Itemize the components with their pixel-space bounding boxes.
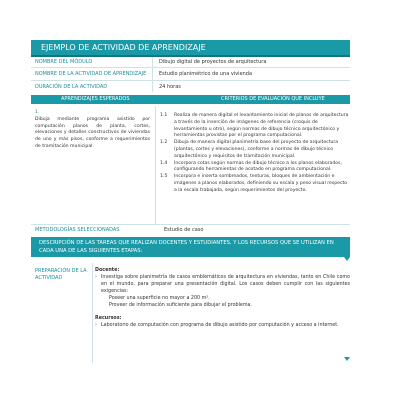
- activity-name-label: NOMBRE DE LA ACTIVIDAD DE APRENDIZAJE: [35, 71, 147, 77]
- recursos-label: Recursos:: [95, 316, 122, 321]
- divider: [31, 67, 350, 68]
- preparation-label: PREPARACIÓN DE LA ACTIVIDAD: [35, 268, 87, 281]
- expected-learning: [35, 110, 150, 151]
- methodology-value: Estudio de caso: [164, 227, 204, 233]
- header-aprendizajes: APRENDIZAJES ESPERADOS: [61, 96, 130, 102]
- methodology-label: METODOLOGÍAS SELECCIONADAS: [35, 227, 120, 233]
- divider: [31, 224, 350, 225]
- duration-label: DURACIÓN DE LA ACTIVIDAD: [35, 84, 108, 90]
- docente-label: Docente:: [95, 268, 120, 273]
- criteria-number: 1.1: [160, 113, 168, 118]
- module-name-value: Dibujo digital de proyectos de arquitectura: [159, 59, 267, 65]
- section-pointer: [344, 357, 350, 361]
- criteria-number: 1.5: [160, 174, 168, 180]
- list-item: [160, 140, 350, 160]
- list-item: Poseer una superficie no mayor a 200 m².: [109, 296, 210, 301]
- page-title: EJEMPLO DE ACTIVIDAD DE APRENDIZAJE: [41, 43, 206, 52]
- page-title-bar: [31, 40, 350, 57]
- list-item: › Laboratorio de computación con programa de dibujo asistido por computación y acceso a internet.: [95, 322, 350, 329]
- module-name-label: NOMBRE DEL MÓDULO: [35, 59, 93, 65]
- column-divider: [155, 106, 156, 224]
- duration-value: 24 horas: [159, 84, 181, 90]
- criteria-number: 1.4: [160, 160, 168, 166]
- criteria-text: Incorpora e inserta sombreados, texturas, bloques de ambientación e imágenes a planos elaborados, definiendo su escala y peso visual respecto a la escala trabajada, según requerimientos del proyecto.: [174, 174, 348, 193]
- divider: [31, 80, 350, 81]
- banner-pointer: [344, 257, 350, 261]
- list-item: [160, 174, 350, 194]
- learning-number: 1.: [35, 110, 40, 115]
- criteria-text: Dibuja de manera digital planimetría base del proyecto de arquitectura (plantas, cortes y elevaciones), conforme a normas de dibujo técnico arquitectónico y requisitos de tramitación municipal.: [174, 140, 339, 159]
- activity-name-value: Estudio planimétrico de una vivienda: [159, 71, 253, 77]
- list-item: [160, 113, 350, 140]
- table-header-band: [31, 95, 350, 104]
- list-item: › Investiga sobre planimetría de casos emblemáticos de arquitectura en viviendas, tanto en Chile como en el mundo, para preparar una presentación digital. Los casos deben cumplir con las siguientes exigencias:: [95, 274, 350, 295]
- description-banner: [31, 237, 350, 257]
- list-item: Proveer de información suficiente para dibujar el problema.: [109, 303, 252, 308]
- criteria-text: Incorpora cotas según normas de dibujo técnico a los planos elaborados, configurando herramientas de acotado en programa computacional.: [174, 160, 342, 173]
- header-criterios: CRITERIOS DE EVALUACIÓN QUE INCLUYE: [221, 96, 325, 102]
- criteria-list: [160, 113, 350, 195]
- preparation-body: [95, 267, 350, 329]
- learning-text: Dibuja mediante programa asistido por computación planos de planta, cortes, elevaciones y detalles constructivos de viviendas de uno y más pisos, conforme a requerimientos de tramitación municipal.: [35, 116, 150, 149]
- column-divider: [92, 263, 93, 363]
- list-item: [160, 161, 350, 175]
- description-text: DESCRIPCIÓN DE LAS TAREAS QUE REALIZAN DOCENTES Y ESTUDIANTES, Y LOS RECURSOS QUE SE UTILIZAN EN CADA UNA DE LAS SIGUIENTES ETAPAS:: [39, 240, 334, 254]
- column-divider: [152, 57, 153, 92]
- criteria-text: Realiza de manera digital el levantamiento inicial de planos de arquitectura a través de la inserción de imágenes de referencia (croquis de levantamiento u otro), según normas de dibujo técnico arquitectónico y herramientas provistas por el programa computacional.: [174, 113, 349, 139]
- criteria-number: 1.2: [160, 140, 168, 146]
